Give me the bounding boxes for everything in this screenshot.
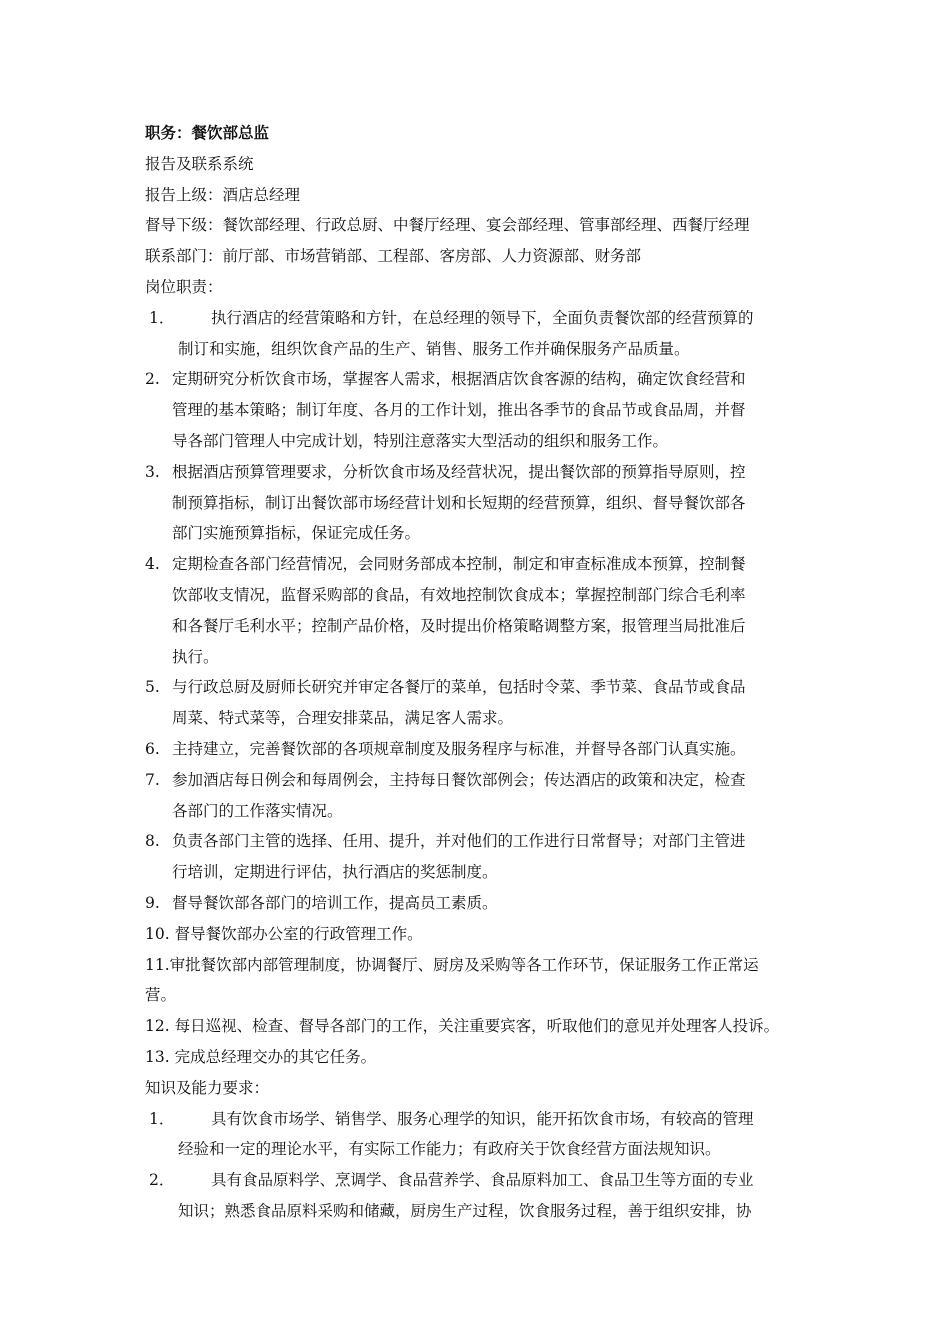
duty-item-text <box>172 672 825 734</box>
document-page <box>145 118 825 1227</box>
duty-item-text-line: 制预算指标，制订出餐饮部市场经营计划和长短期的经营预算，组织、督导餐饮部各 <box>172 493 746 512</box>
duty-item-number: 5. <box>145 678 160 697</box>
knowledge-heading: 知识及能力要求： <box>145 1078 270 1097</box>
duty-item-text <box>172 888 825 919</box>
duty-item-number: 8. <box>145 832 160 851</box>
job-title: 职务：餐饮部总监 <box>145 123 270 142</box>
knowledge-list <box>145 1104 825 1227</box>
section-heading-reporting: 报告及联系系统 <box>145 154 254 173</box>
duty-item-number: 4. <box>145 555 160 574</box>
liaison-line: 联系部门：前厅部、市场营销部、工程部、客房部、人力资源部、财务部 <box>145 247 642 266</box>
duties-list <box>145 303 825 919</box>
duty-item-8 <box>145 826 825 888</box>
duty-item-text <box>172 549 825 672</box>
duty-item-3 <box>145 457 825 549</box>
duty-item-text-line: 行培训，定期进行评估，执行酒店的奖惩制度。 <box>172 863 498 882</box>
duty-item-11-line-2: 营。 <box>145 986 177 1005</box>
knowledge-item-number: 2． <box>149 1171 175 1190</box>
duty-item-text-line: 负责各部门主管的选择、任用、提升，并对他们的工作进行日常督导；对部门主管进 <box>172 832 746 851</box>
duty-item-text-line: 定期检查各部门经营情况，会同财务部成本控制，制定和审查标准成本预算，控制餐 <box>172 555 746 574</box>
duty-item-5 <box>145 672 825 734</box>
duty-item-text-line: 定期研究分析饮食市场，掌握客人需求，根据酒店饮食客源的结构，确定饮食经营和 <box>172 370 746 389</box>
duty-item-text-line: 督导餐饮部各部门的培训工作，提高员工素质。 <box>172 893 498 912</box>
duty-item-text <box>172 765 825 827</box>
duty-item-11-line-1: 11.审批餐饮部内部管理制度，协调餐厅、厨房及采购等各工作环节，保证服务工作正常运 <box>145 955 759 974</box>
knowledge-item-2-line-2: 知识；熟悉食品原料采购和储藏，厨房生产过程，饮食服务过程，善于组织安排，协 <box>178 1201 752 1220</box>
duty-item-text-line: 和各餐厅毛利水平；控制产品价格，及时提出价格策略调整方案，报管理当局批准后 <box>172 616 746 635</box>
duty-item-text <box>172 364 825 456</box>
duty-item-number: 9. <box>145 893 160 912</box>
duty-item-text <box>172 734 825 765</box>
duty-item-13: 13. 完成总经理交办的其它任务。 <box>145 1047 377 1066</box>
report-to-line: 报告上级：酒店总经理 <box>145 185 301 204</box>
duty-item-1-line-2: 制订和实施，组织饮食产品的生产、销售、服务工作并确保服务产品质量。 <box>178 339 690 358</box>
duty-item-10: 10. 督导餐饮部办公室的行政管理工作。 <box>145 924 423 943</box>
duty-item-number: 2. <box>145 370 160 389</box>
knowledge-item-text: 具有食品原料学、烹调学、食品营养学、食品原料加工、食品卫生等方面的专业 <box>211 1171 754 1190</box>
duties-heading: 岗位职责： <box>145 277 223 296</box>
duty-item-1-line-1 <box>145 303 825 334</box>
duty-item-text: 执行酒店的经营策略和方针，在总经理的领导下，全面负责餐饮部的经营预算的 <box>211 308 754 327</box>
duty-item-text-line: 根据酒店预算管理要求，分析饮食市场及经营状况，提出餐饮部的预算指导原则，控 <box>172 462 746 481</box>
duty-item-text-line: 部门实施预算指标，保证完成任务。 <box>172 524 421 543</box>
duty-item-text <box>172 457 825 549</box>
supervise-line: 督导下级：餐饮部经理、行政总厨、中餐厅经理、宴会部经理、管事部经理、西餐厅经理 <box>145 216 750 235</box>
duty-item-text-line: 饮部收支情况，监督采购部的食品，有效地控制饮食成本；掌握控制部门综合毛利率 <box>172 585 746 604</box>
duty-item-text-line: 主持建立，完善餐饮部的各项规章制度及服务程序与标准，并督导各部门认真实施。 <box>172 739 746 758</box>
duty-item-text <box>172 826 825 888</box>
knowledge-item-1-line-2: 经验和一定的理论水平，有实际工作能力；有政府关于饮食经营方面法规知识。 <box>178 1140 721 1159</box>
knowledge-item-2-line-1 <box>145 1165 825 1196</box>
duty-item-text-line: 周菜、特式菜等，合理安排菜品，满足客人需求。 <box>172 709 514 728</box>
duty-item-4 <box>145 549 825 672</box>
duty-item-text-line: 导各部门管理人中完成计划，特别注意落实大型活动的组织和服务工作。 <box>172 431 669 450</box>
duty-item-number: 6. <box>145 739 160 758</box>
knowledge-item-number: 1． <box>149 1109 175 1128</box>
duty-item-text-line: 各部门的工作落实情况。 <box>172 801 343 820</box>
duty-item-number: 1． <box>149 308 175 327</box>
duty-item-number: 7. <box>145 770 160 789</box>
duty-item-text-line: 执行。 <box>172 647 219 666</box>
duty-item-number: 3. <box>145 462 160 481</box>
duty-item-6 <box>145 734 825 765</box>
duty-item-7 <box>145 765 825 827</box>
duty-item-text-line: 管理的基本策略；制订年度、各月的工作计划，推出各季节的食品节或食品周，并督 <box>172 401 746 420</box>
duty-item-9 <box>145 888 825 919</box>
duty-item-text-line: 与行政总厨及厨师长研究并审定各餐厅的菜单，包括时令菜、季节菜、食品节或食品 <box>172 678 746 697</box>
duty-item-2 <box>145 364 825 456</box>
knowledge-item-text: 具有饮食市场学、销售学、服务心理学的知识，能开拓饮食市场，有较高的管理 <box>211 1109 754 1128</box>
duty-item-12: 12. 每日巡视、检查、督导各部门的工作，关注重要宾客，听取他们的意见并处理客人投诉。 <box>145 1017 780 1036</box>
duty-item-text-line: 参加酒店每日例会和每周例会，主持每日餐饮部例会；传达酒店的政策和决定，检查 <box>172 770 746 789</box>
knowledge-item-1-line-1 <box>145 1104 825 1135</box>
